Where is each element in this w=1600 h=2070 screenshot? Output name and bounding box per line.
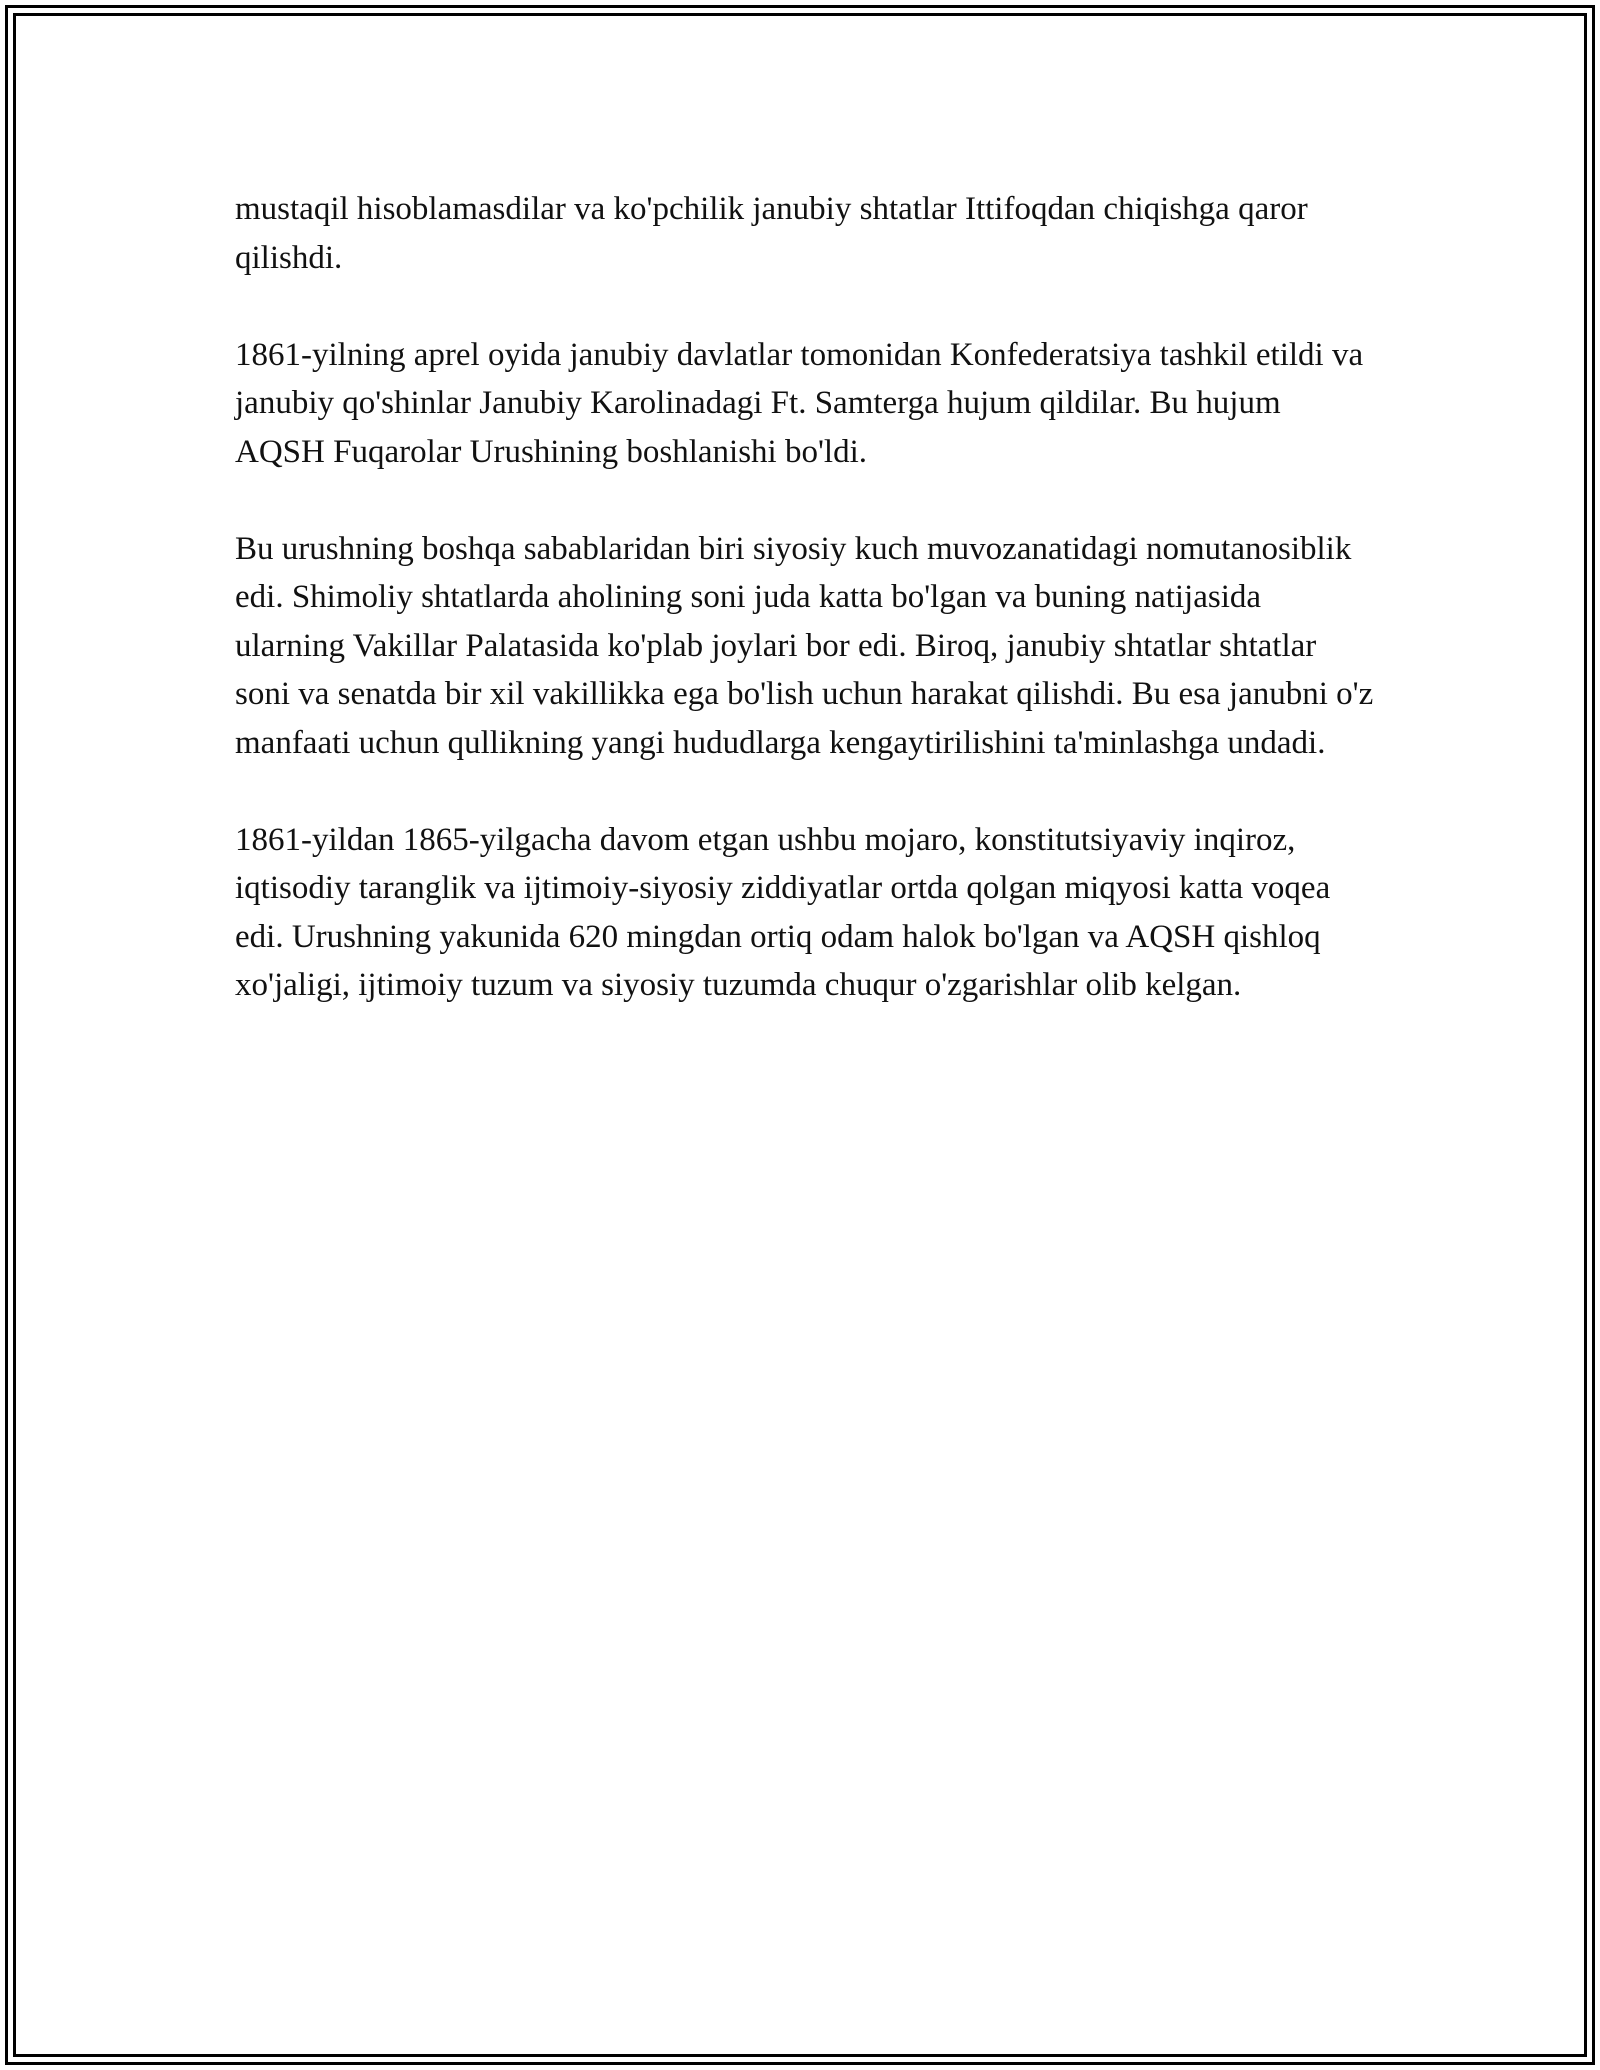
paragraph-2: 1861-yilning aprel oyida janubiy davlatlar tomonidan Konfederatsiya tashkil etildi va janubiy qo'shinlar Janubiy Karolinadagi Ft. Samterga hujum qildilar. Bu hujum AQSH Fuqarolar Urushining boshlanishi bo'ldi. — [235, 336, 1364, 470]
paragraph-3: Bu urushning boshqa sabablaridan biri siyosiy kuch muvozanatidagi nomutanosiblik edi. Shimoliy shtatlarda aholining soni juda katta bo'lgan va buning natijasida ularning Vakillar Palatasida ko'plab joylari bor edi. Biroq, janubiy shtatlar shtatlar soni va senatda bir xil vakillikka ega bo'lish uchun harakat qilishdi. Bu esa janubni o'z manfaati uchun qullikning yangi hududlarga kengaytirilishini ta'minlashga undadi. — [235, 530, 1374, 761]
paragraph-4: 1861-yildan 1865-yilgacha davom etgan ushbu mojaro, konstitutsiyaviy inqiroz, iqtisodiy taranglik va ijtimoiy-siyosiy ziddiyatlar ortda qolgan miqyosi katta voqea edi. Urushning yakunida 620 mingdan ortiq odam halok bo'lgan va AQSH qishloq xo'jaligi, ijtimoiy tuzum va siyosiy tuzumda chuqur o'zgarishlar olib kelgan. — [235, 821, 1331, 1003]
document-body — [235, 185, 1375, 1058]
paragraph-1: mustaqil hisoblamasdilar va ko'pchilik janubiy shtatlar Ittifoqdan chiqishga qaror qilishdi. — [235, 191, 1308, 276]
